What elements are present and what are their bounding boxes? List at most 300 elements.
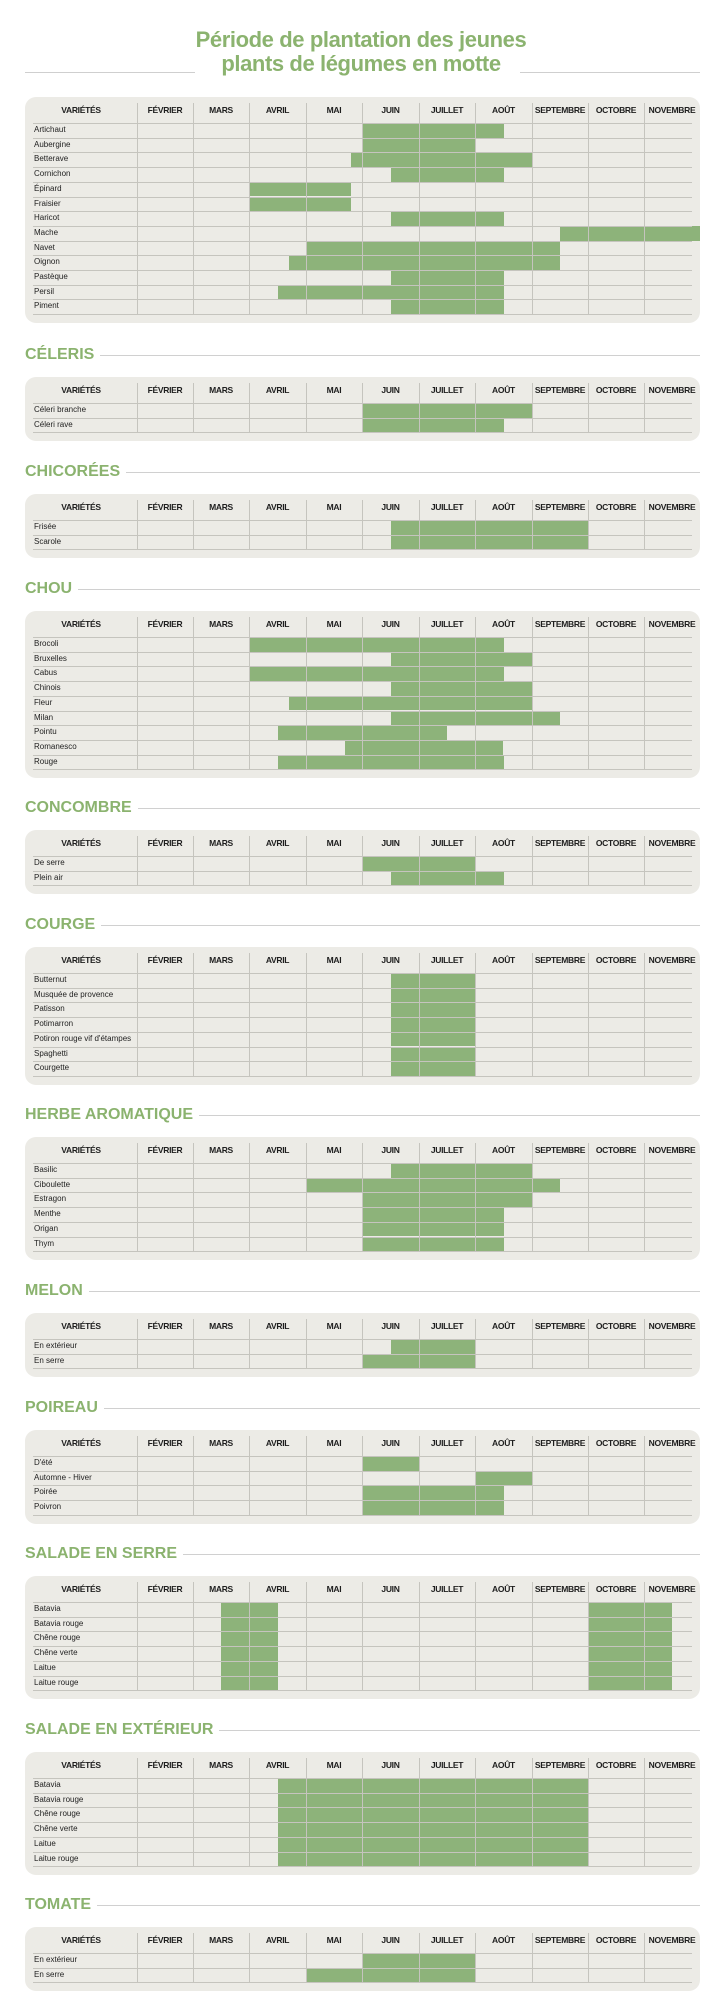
variety-label: Milan: [34, 712, 54, 722]
column-header-month: AOÛT: [492, 502, 515, 512]
variety-label: Batavia rouge: [34, 1618, 84, 1628]
planting-period-bar: [362, 1222, 504, 1237]
planting-period-bar: [391, 270, 504, 285]
column-header-month: NOVEMBRE: [648, 619, 696, 629]
grid-line-horizontal: [33, 1222, 692, 1223]
grid-line-vertical: [306, 1143, 307, 1251]
grid-line-vertical: [137, 500, 138, 549]
column-header-varietes: VARIÉTÉS: [61, 1584, 101, 1594]
variety-label: Thym: [34, 1238, 54, 1248]
variety-label: Frisée: [34, 522, 57, 531]
grid-line-vertical: [249, 1143, 250, 1251]
grid-line-vertical: [193, 1758, 194, 1866]
column-header-month: JUILLET: [430, 105, 464, 115]
column-header-month: AVRIL: [265, 385, 290, 395]
column-header-month: AVRIL: [265, 1584, 290, 1594]
variety-label: Estragon: [34, 1194, 67, 1204]
grid-line-vertical: [362, 1319, 363, 1368]
column-header-month: OCTOBRE: [595, 838, 637, 848]
column-header-month: JUIN: [381, 619, 400, 629]
grid-line-vertical: [475, 1436, 476, 1515]
column-header-month: SEPTEMBRE: [534, 838, 586, 848]
planting-period-bar: [391, 1017, 476, 1032]
grid-line-vertical: [249, 953, 250, 1076]
grid-line-horizontal: [33, 211, 692, 212]
column-header-month: FÉVRIER: [147, 502, 183, 512]
planting-period-bar: [391, 1061, 476, 1076]
grid-line-vertical: [362, 103, 363, 314]
grid-line-vertical: [532, 1436, 533, 1515]
grid-line-vertical: [306, 383, 307, 432]
grid-line-vertical: [137, 1933, 138, 1982]
variety-label: Rouge: [34, 756, 58, 766]
column-header-month: AVRIL: [265, 1438, 290, 1448]
column-header-month: AOÛT: [492, 838, 515, 848]
variety-label: Cabus: [34, 668, 58, 678]
planting-period-bar: [391, 1339, 476, 1354]
grid-line-horizontal: [33, 740, 692, 741]
planting-period-bar: [391, 167, 504, 182]
grid-line-vertical: [249, 1582, 250, 1690]
column-header-month: JUILLET: [430, 1584, 464, 1594]
grid-line-horizontal: [33, 681, 692, 682]
column-header-month: NOVEMBRE: [648, 1321, 696, 1331]
title-rule-right: [520, 72, 700, 73]
column-header-varietes: VARIÉTÉS: [61, 1321, 101, 1331]
grid-line-vertical: [362, 1758, 363, 1866]
variety-label: Fleur: [34, 697, 53, 707]
variety-label: Courgette: [34, 1063, 70, 1073]
grid-line-vertical: [362, 1933, 363, 1982]
planting-period-bar: [391, 1032, 476, 1047]
column-header-month: SEPTEMBRE: [534, 955, 586, 965]
grid-line-vertical: [137, 1436, 138, 1515]
grid-line-vertical: [137, 1582, 138, 1690]
column-header-month: AOÛT: [492, 385, 515, 395]
variety-label: Scarole: [34, 536, 62, 546]
column-header-month: JUILLET: [430, 1935, 464, 1945]
grid-line-vertical: [306, 103, 307, 314]
variety-label: Poirée: [34, 1487, 58, 1497]
section-heading: [25, 916, 700, 936]
column-header-month: JUIN: [381, 1584, 400, 1594]
grid-line-vertical: [475, 500, 476, 549]
variety-label: Spaghetti: [34, 1048, 68, 1058]
column-header-month: JUIN: [381, 1321, 400, 1331]
grid-line-horizontal: [33, 1866, 692, 1867]
column-header-month: AVRIL: [265, 1145, 290, 1155]
grid-line-horizontal: [33, 241, 692, 242]
grid-line-horizontal: [33, 711, 692, 712]
column-header-month: JUILLET: [430, 1438, 464, 1448]
planting-period-bar: [391, 1047, 476, 1062]
column-header-month: AOÛT: [492, 1438, 515, 1448]
variety-label: Céleri branche: [34, 405, 87, 414]
planting-period-bar: [391, 973, 476, 988]
variety-label: Origan: [34, 1223, 59, 1233]
grid-line-vertical: [193, 617, 194, 769]
planting-period-bar: [391, 299, 504, 314]
planting-table: [25, 377, 700, 441]
grid-line-vertical: [419, 383, 420, 432]
column-header-month: SEPTEMBRE: [534, 1438, 586, 1448]
grid-line-vertical: [249, 103, 250, 314]
column-header-month: MARS: [209, 619, 233, 629]
column-header-month: MAI: [326, 1145, 342, 1155]
grid-line-vertical: [137, 1758, 138, 1866]
grid-line-horizontal: [33, 696, 692, 697]
grid-line-horizontal: [33, 1500, 692, 1501]
grid-line-horizontal: [33, 1207, 692, 1208]
planting-period-bar: [306, 1968, 475, 1983]
grid-line-vertical: [644, 500, 645, 549]
grid-line-horizontal: [33, 1002, 692, 1003]
grid-line-vertical: [644, 1319, 645, 1368]
column-header-month: MARS: [209, 1584, 233, 1594]
variety-label: En extérieur: [34, 1341, 78, 1350]
grid-line-vertical: [419, 1582, 420, 1690]
column-header-month: SEPTEMBRE: [534, 385, 586, 395]
grid-line-horizontal: [33, 167, 692, 168]
grid-line-horizontal: [33, 138, 692, 139]
grid-line-vertical: [306, 1436, 307, 1515]
grid-line-horizontal: [33, 432, 692, 433]
column-header-varietes: VARIÉTÉS: [61, 105, 101, 115]
grid-line-vertical: [249, 1758, 250, 1866]
variety-label: Artichaut: [34, 125, 66, 134]
column-header-month: JUILLET: [430, 1760, 464, 1770]
grid-line-vertical: [588, 1143, 589, 1251]
column-header-varietes: VARIÉTÉS: [61, 955, 101, 965]
column-header-month: JUIN: [381, 1438, 400, 1448]
column-header-month: JUIN: [381, 955, 400, 965]
grid-line-vertical: [362, 1436, 363, 1515]
planting-period-bar: [475, 1471, 532, 1486]
grid-line-vertical: [306, 1758, 307, 1866]
grid-line-horizontal: [33, 1953, 692, 1954]
column-header-month: OCTOBRE: [595, 1760, 637, 1770]
grid-line-horizontal: [33, 285, 692, 286]
grid-line-horizontal: [33, 1982, 692, 1983]
planting-period-bar: [362, 418, 504, 433]
grid-line-vertical: [306, 500, 307, 549]
grid-line-horizontal: [33, 1778, 692, 1779]
grid-line-horizontal: [33, 1339, 692, 1340]
grid-line-horizontal: [33, 666, 692, 667]
grid-line-horizontal: [33, 1676, 692, 1677]
planting-period-bar: [362, 1500, 504, 1515]
planting-table: [25, 947, 700, 1085]
section-title: CONCOMBRE: [25, 799, 138, 817]
grid-line-vertical: [644, 1436, 645, 1515]
planting-period-bar: [249, 182, 351, 197]
column-header-month: FÉVRIER: [147, 385, 183, 395]
column-header-month: JUIN: [381, 385, 400, 395]
grid-line-vertical: [532, 953, 533, 1076]
variety-label: Brocoli: [34, 639, 59, 648]
grid-line-vertical: [249, 500, 250, 549]
grid-line-vertical: [137, 1143, 138, 1251]
variety-label: Laitue rouge: [34, 1677, 79, 1687]
planting-period-bar: [362, 1485, 504, 1500]
column-header-month: NOVEMBRE: [648, 502, 696, 512]
grid-line-horizontal: [33, 1354, 692, 1355]
grid-line-horizontal: [33, 255, 692, 256]
grid-line-horizontal: [33, 973, 692, 974]
grid-line-vertical: [532, 1143, 533, 1251]
column-header-month: MARS: [209, 105, 233, 115]
grid-line-horizontal: [33, 182, 692, 183]
planting-period-bar: [391, 871, 504, 886]
planting-period-bar: [249, 197, 351, 212]
column-header-month: FÉVRIER: [147, 1438, 183, 1448]
column-header-month: MARS: [209, 1145, 233, 1155]
grid-line-horizontal: [33, 1822, 692, 1823]
grid-line-vertical: [306, 953, 307, 1076]
column-header-month: AVRIL: [265, 955, 290, 965]
planting-period-bar: [362, 403, 532, 418]
grid-line-vertical: [193, 383, 194, 432]
grid-line-horizontal: [33, 652, 692, 653]
planting-period-bar: [391, 535, 589, 550]
planting-period-bar: [345, 740, 503, 755]
planting-table: [25, 611, 700, 778]
grid-line-vertical: [362, 836, 363, 885]
grid-line-vertical: [532, 1758, 533, 1866]
column-header-month: AOÛT: [492, 1321, 515, 1331]
variety-label: Ciboulette: [34, 1179, 71, 1189]
planting-table: [25, 1576, 700, 1699]
column-header-month: SEPTEMBRE: [534, 1584, 586, 1594]
section-title: CHOU: [25, 580, 78, 598]
grid-line-vertical: [306, 836, 307, 885]
grid-line-vertical: [419, 103, 420, 314]
column-header-month: MARS: [209, 955, 233, 965]
column-header-month: SEPTEMBRE: [534, 1321, 586, 1331]
grid-line-vertical: [419, 500, 420, 549]
planting-period-bar: [391, 681, 533, 696]
grid-line-vertical: [306, 1933, 307, 1982]
variety-label: Potiron rouge vif d'étampes: [34, 1033, 132, 1043]
grid-line-vertical: [419, 617, 420, 769]
planting-period-bar: [249, 666, 504, 681]
variety-label: Potimarron: [34, 1019, 74, 1029]
section-heading: [25, 1896, 700, 1916]
grid-line-vertical: [588, 1436, 589, 1515]
grid-line-vertical: [475, 103, 476, 314]
column-header-month: JUILLET: [430, 385, 464, 395]
variety-label: Menthe: [34, 1209, 61, 1219]
planting-period-bar: [278, 755, 504, 770]
grid-line-vertical: [475, 953, 476, 1076]
column-header-month: NOVEMBRE: [648, 1438, 696, 1448]
grid-line-horizontal: [33, 885, 692, 886]
column-header-month: JUIN: [381, 1760, 400, 1770]
grid-line-vertical: [306, 1319, 307, 1368]
column-header-month: JUILLET: [430, 955, 464, 965]
grid-line-horizontal: [33, 1617, 692, 1618]
grid-line-vertical: [137, 617, 138, 769]
column-header-varietes: VARIÉTÉS: [61, 1438, 101, 1448]
grid-line-vertical: [419, 836, 420, 885]
grid-line-vertical: [419, 1319, 420, 1368]
variety-label: Haricot: [34, 213, 60, 223]
planting-period-bar: [391, 988, 476, 1003]
column-header-month: AOÛT: [492, 1584, 515, 1594]
grid-line-vertical: [475, 1143, 476, 1251]
grid-line-vertical: [532, 1933, 533, 1982]
grid-line-vertical: [137, 1319, 138, 1368]
variety-label: Laitue: [34, 1838, 56, 1848]
column-header-month: FÉVRIER: [147, 1760, 183, 1770]
column-header-month: JUIN: [381, 1935, 400, 1945]
section-heading: [25, 580, 700, 600]
planting-period-bar: [362, 1456, 419, 1471]
column-header-month: FÉVRIER: [147, 1584, 183, 1594]
column-header-month: AOÛT: [492, 1760, 515, 1770]
grid-line-vertical: [588, 836, 589, 885]
planting-period-bar: [278, 285, 504, 300]
column-header-month: OCTOBRE: [595, 1584, 637, 1594]
column-header-month: AOÛT: [492, 619, 515, 629]
grid-line-horizontal: [33, 226, 692, 227]
grid-line-vertical: [249, 836, 250, 885]
column-header-month: AVRIL: [265, 619, 290, 629]
variety-label: Chêne verte: [34, 1824, 78, 1834]
grid-line-horizontal: [33, 1456, 692, 1457]
column-header-month: MARS: [209, 1438, 233, 1448]
column-header-month: MAI: [326, 502, 342, 512]
grid-line-vertical: [137, 836, 138, 885]
grid-line-vertical: [588, 383, 589, 432]
grid-line-vertical: [249, 1436, 250, 1515]
variety-label: Persil: [34, 286, 55, 296]
column-header-month: FÉVRIER: [147, 1321, 183, 1331]
column-header-varietes: VARIÉTÉS: [61, 1760, 101, 1770]
section-title: CHICORÉES: [25, 463, 126, 481]
column-header-month: JUILLET: [430, 1145, 464, 1155]
variety-label: Laitue: [34, 1662, 56, 1672]
grid-line-vertical: [306, 1582, 307, 1690]
column-header-month: MAI: [326, 955, 342, 965]
column-header-month: OCTOBRE: [595, 1145, 637, 1155]
grid-line-horizontal: [33, 1061, 692, 1062]
grid-line-horizontal: [33, 314, 692, 315]
section-rule: [25, 472, 700, 473]
grid-line-horizontal: [33, 856, 692, 857]
grid-line-vertical: [475, 1319, 476, 1368]
column-header-month: NOVEMBRE: [648, 1760, 696, 1770]
grid-line-vertical: [249, 1319, 250, 1368]
variety-label: Butternut: [34, 975, 67, 984]
column-header-month: SEPTEMBRE: [534, 619, 586, 629]
grid-line-vertical: [644, 103, 645, 314]
grid-line-vertical: [532, 617, 533, 769]
section-heading: [25, 1399, 700, 1419]
column-header-month: JUILLET: [430, 619, 464, 629]
grid-line-horizontal: [33, 1968, 692, 1969]
grid-line-horizontal: [33, 403, 692, 404]
column-header-month: NOVEMBRE: [648, 1145, 696, 1155]
grid-line-vertical: [419, 1436, 420, 1515]
grid-line-horizontal: [33, 535, 692, 536]
grid-line-vertical: [193, 1143, 194, 1251]
variety-label: Patisson: [34, 1004, 65, 1014]
grid-line-vertical: [475, 1758, 476, 1866]
grid-line-horizontal: [33, 520, 692, 521]
grid-line-horizontal: [33, 988, 692, 989]
grid-line-horizontal: [33, 1837, 692, 1838]
column-header-month: MAI: [326, 385, 342, 395]
grid-line-vertical: [249, 617, 250, 769]
variety-label: Batavia rouge: [34, 1794, 84, 1804]
planting-period-bar: [560, 226, 700, 241]
grid-line-horizontal: [33, 1515, 692, 1516]
column-header-month: MARS: [209, 502, 233, 512]
column-header-month: OCTOBRE: [595, 1321, 637, 1331]
grid-line-vertical: [137, 103, 138, 314]
grid-line-horizontal: [33, 725, 692, 726]
grid-line-horizontal: [33, 1485, 692, 1486]
grid-line-horizontal: [33, 197, 692, 198]
variety-label: En serre: [34, 1969, 65, 1979]
variety-label: Musquée de provence: [34, 989, 114, 999]
column-header-month: SEPTEMBRE: [534, 502, 586, 512]
variety-label: Pointu: [34, 727, 57, 737]
planting-period-bar: [306, 1178, 560, 1193]
column-header-month: SEPTEMBRE: [534, 1760, 586, 1770]
column-header-varietes: VARIÉTÉS: [61, 502, 101, 512]
column-header-month: JUIN: [381, 838, 400, 848]
planting-period-bar: [391, 1002, 476, 1017]
grid-line-vertical: [362, 617, 363, 769]
planting-period-bar: [306, 241, 560, 256]
title-rule-left: [25, 72, 195, 73]
grid-line-horizontal: [33, 418, 692, 419]
planting-table: [25, 97, 700, 323]
grid-line-vertical: [644, 836, 645, 885]
column-header-month: MAI: [326, 1935, 342, 1945]
column-header-month: AVRIL: [265, 105, 290, 115]
column-header-month: AVRIL: [265, 1935, 290, 1945]
grid-line-vertical: [193, 1436, 194, 1515]
planting-table: [25, 1927, 700, 1991]
column-header-month: OCTOBRE: [595, 105, 637, 115]
column-header-month: FÉVRIER: [147, 955, 183, 965]
section-heading: [25, 1106, 700, 1126]
variety-label: Navet: [34, 242, 55, 252]
grid-line-vertical: [419, 953, 420, 1076]
column-header-month: FÉVRIER: [147, 619, 183, 629]
column-header-month: FÉVRIER: [147, 1935, 183, 1945]
planting-table: [25, 1137, 700, 1260]
column-header-month: SEPTEMBRE: [534, 1935, 586, 1945]
grid-line-vertical: [532, 836, 533, 885]
grid-line-vertical: [193, 103, 194, 314]
section-title: SALADE EN SERRE: [25, 1545, 183, 1563]
page-title-line-1: Période de plantation des jeunes: [195, 27, 527, 52]
column-header-month: MARS: [209, 1760, 233, 1770]
column-header-month: JUIN: [381, 1145, 400, 1155]
grid-line-vertical: [644, 1582, 645, 1690]
grid-line-horizontal: [33, 1178, 692, 1179]
grid-line-horizontal: [33, 1690, 692, 1691]
column-header-month: MAI: [326, 1584, 342, 1594]
variety-label: Batavia: [34, 1780, 61, 1789]
variety-label: Plein air: [34, 872, 63, 882]
variety-label: Chinois: [34, 683, 61, 693]
section-rule: [25, 1905, 700, 1906]
